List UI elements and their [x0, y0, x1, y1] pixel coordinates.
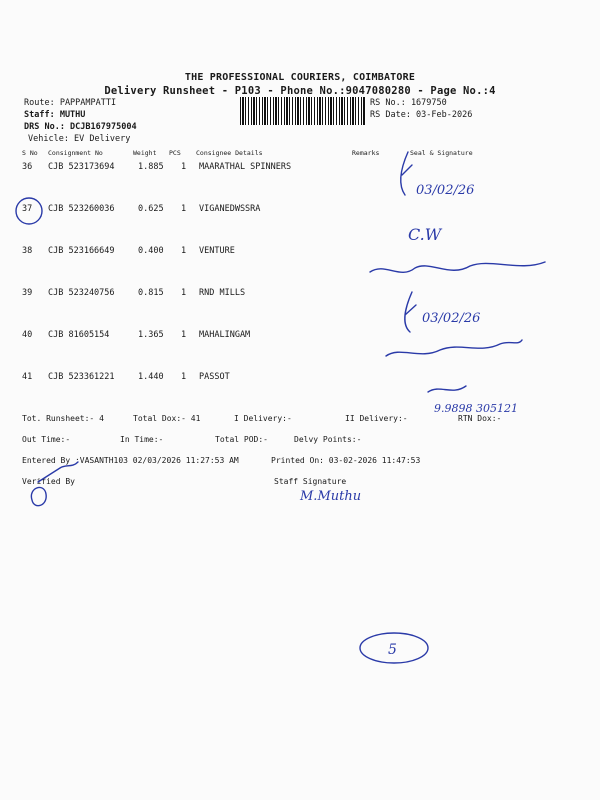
- row-weight: 1.365: [138, 330, 164, 340]
- row-consignment: CJB 81605154: [48, 330, 110, 340]
- delvy-points: Delvy Points:-: [294, 435, 362, 444]
- header-remarks: Remarks: [352, 149, 380, 157]
- rs-date: RS Date: 03-Feb-2026: [370, 110, 473, 120]
- verified-signature: [31, 462, 78, 506]
- staff-signature-label: Staff Signature: [274, 477, 347, 486]
- row-pcs: 1: [181, 372, 187, 382]
- row-39-signature: [405, 292, 416, 332]
- staff-label: Staff: MUTHU: [24, 110, 86, 120]
- row-sno: 40: [22, 330, 33, 340]
- drs-number: DRS No.: DCJB167975004: [24, 122, 137, 132]
- header-weight: Weight: [133, 149, 157, 157]
- verified-by-label: Verified By: [22, 477, 75, 486]
- i-delivery: I Delivery:-: [234, 414, 292, 423]
- row-consignment: CJB 523260036: [48, 204, 115, 214]
- row-pcs: 1: [181, 162, 187, 172]
- row-41-signature: [428, 386, 466, 392]
- row-37-circle: [16, 198, 42, 224]
- row-weight: 0.400: [138, 246, 164, 256]
- row-pcs: 1: [181, 288, 187, 298]
- row-39-date-note: 03/02/26: [422, 311, 481, 326]
- route-label: Route: PAPPAMPATTI: [24, 98, 117, 108]
- row-weight: 0.625: [138, 204, 164, 214]
- row-pcs: 1: [181, 246, 187, 256]
- row-41-phone-note: 9.9898 305121: [434, 402, 518, 415]
- header-pcs: PCS: [169, 149, 181, 157]
- vehicle-label: Vehicle: EV Delivery: [28, 134, 131, 144]
- header-details: Consignee Details: [196, 149, 263, 157]
- ii-delivery: II Delivery:-: [345, 414, 408, 423]
- row-details: VENTURE: [199, 246, 235, 256]
- out-time: Out Time:-: [22, 435, 71, 444]
- row-consignment: CJB 523361221: [48, 372, 115, 382]
- rtn-dox: RTN Dox:-: [458, 414, 502, 423]
- row-38-signature: [370, 262, 545, 272]
- row-40-signature: [386, 340, 522, 356]
- row-details: RND MILLS: [199, 288, 246, 298]
- header-sno: S No: [22, 149, 38, 157]
- row-sno: 39: [22, 288, 33, 298]
- page-number-note: 5: [388, 642, 397, 658]
- row-sno: 37: [22, 204, 33, 214]
- row-details: PASSOT: [199, 372, 230, 382]
- staff-signature: M.Muthu: [300, 489, 362, 504]
- printed-on: Printed On: 03-02-2026 11:47:53: [271, 456, 421, 465]
- total-runsheet: Tot. Runsheet:- 4: [22, 414, 104, 423]
- in-time: In Time:-: [120, 435, 164, 444]
- row-weight: 1.440: [138, 372, 164, 382]
- runsheet-title: Delivery Runsheet - P103 - Phone No.:9047080280 - Page No.:4: [104, 85, 496, 97]
- row-sno: 38: [22, 246, 33, 256]
- entered-by: Entered By :VASANTH103 02/03/2026 11:27:53 AM: [22, 456, 239, 465]
- rs-number: RS No.: 1679750: [370, 98, 447, 108]
- header-consignment: Consignment No: [48, 149, 103, 157]
- row-weight: 1.885: [138, 162, 164, 172]
- header-seal: Seal & Signature: [410, 149, 473, 157]
- row-consignment: CJB 523166649: [48, 246, 115, 256]
- row-consignment: CJB 523173694: [48, 162, 115, 172]
- row-pcs: 1: [181, 204, 187, 214]
- row-36-date-note: 03/02/26: [416, 183, 475, 198]
- row-37-initials: C.W: [408, 225, 442, 244]
- row-sno: 36: [22, 162, 33, 172]
- row-details: MAARATHAL SPINNERS: [199, 162, 292, 172]
- row-consignment: CJB 523240756: [48, 288, 115, 298]
- row-weight: 0.815: [138, 288, 164, 298]
- total-pod: Total POD:-: [215, 435, 268, 444]
- row-details: MAHALINGAM: [199, 330, 251, 340]
- row-pcs: 1: [181, 330, 187, 340]
- row-sno: 41: [22, 372, 33, 382]
- row-36-signature: [401, 152, 412, 195]
- company-title: THE PROFESSIONAL COURIERS, COIMBATORE: [184, 72, 416, 83]
- total-dox: Total Dox:- 41: [133, 414, 201, 423]
- row-details: VIGANEDWSSRA: [199, 204, 261, 214]
